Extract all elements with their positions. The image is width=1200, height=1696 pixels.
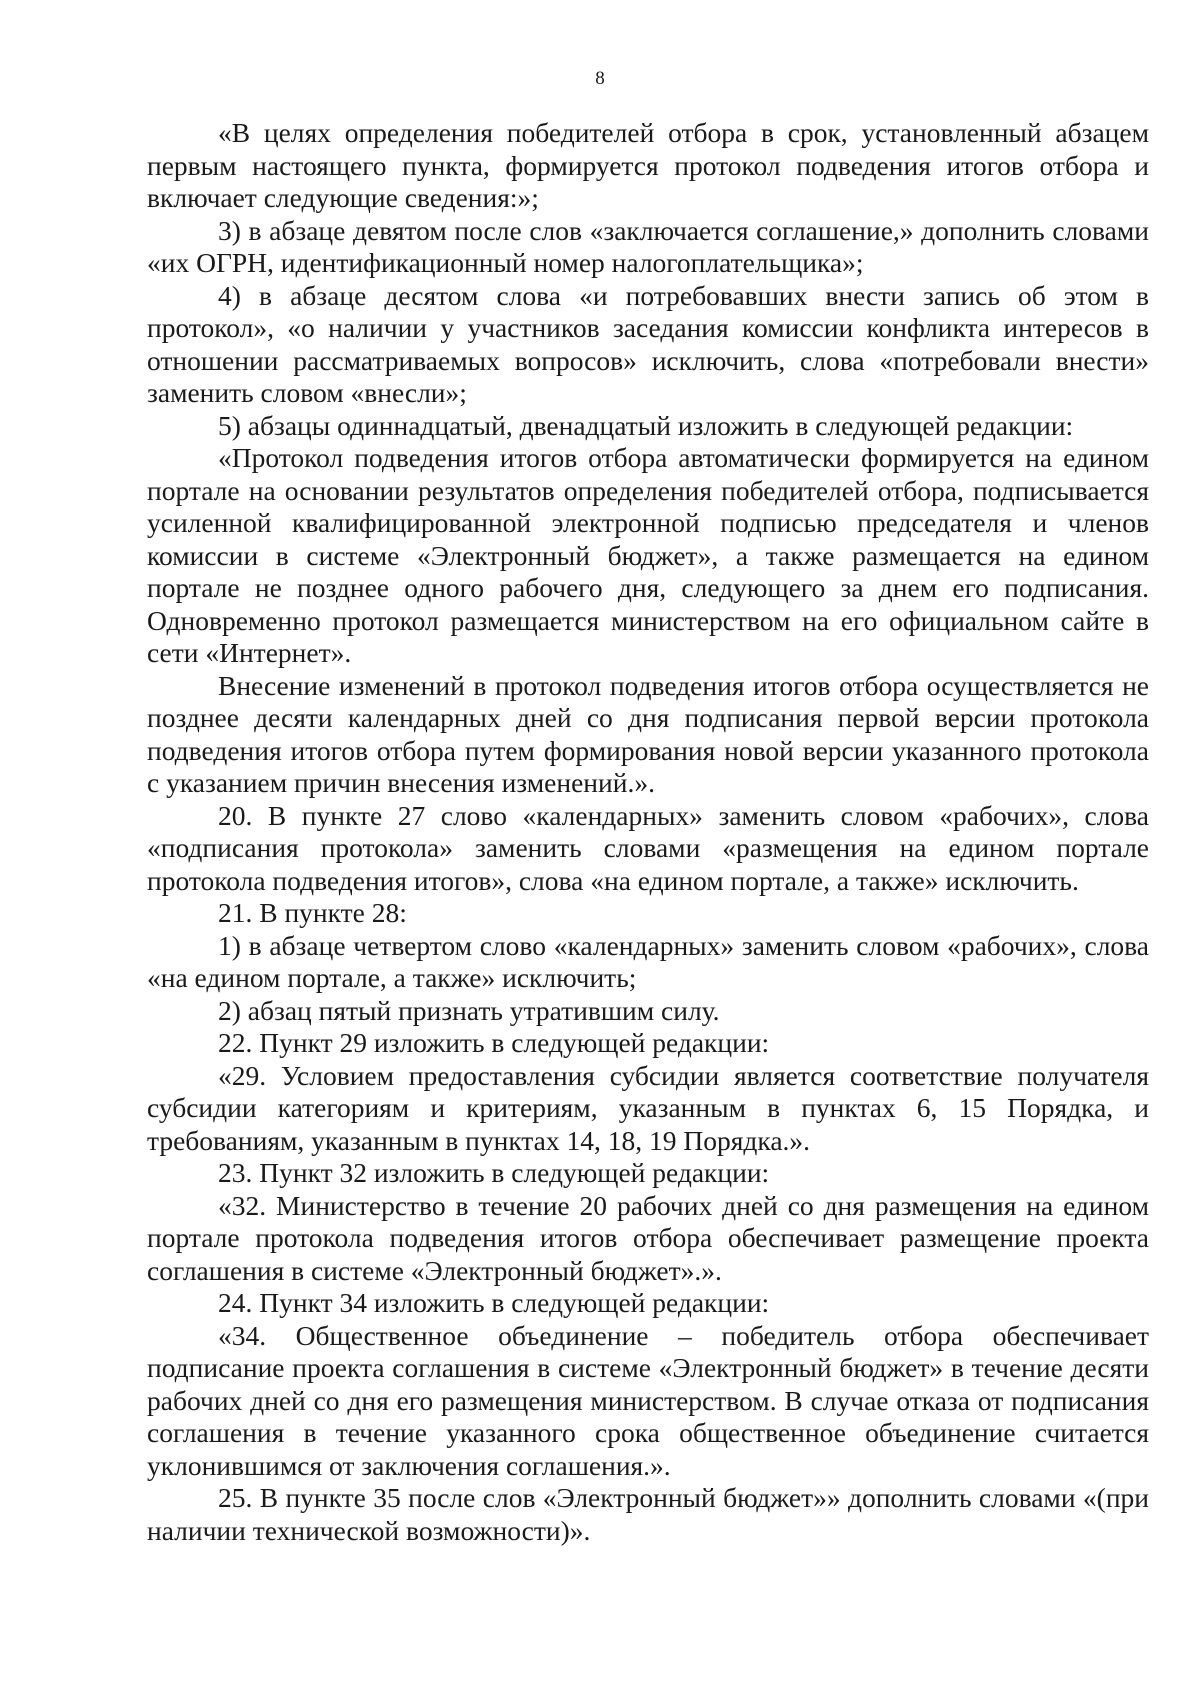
paragraph-section-25: 25. В пункте 35 после слов «Электронный бюджет»» дополнить словами «(при наличии технической возможности)». xyxy=(147,1482,1149,1546)
paragraph-section-21-item-2: 2) абзац пятый признать утратившим силу. xyxy=(218,994,720,1026)
paragraph-section-22: 22. Пункт 29 изложить в следующей редакции: xyxy=(218,1027,770,1058)
paragraph-protocol-changes: Внесение изменений в протокол подведения итогов отбора осуществляется не позднее десяти календарных дней со дня подписания первой версии протокола подведения итогов отбора путем формирования новой версии указанного протокола с указанием причин внесения изменений.». xyxy=(147,669,1149,798)
paragraph-section-20: 20. В пункте 27 слово «календарных» заменить словом «рабочих», слова «подписания протокола» заменить словами «размещения на едином портале протокола подведения итогов», слова «на едином портале, а также» исключить. xyxy=(147,799,1149,896)
paragraph-quoted-clause-34: «34. Общественное объединение – победитель отбора обеспечивает подписание проекта соглашения в системе «Электронный бюджет» в течение десяти рабочих дней со дня его размещения министерством. В случае отказа от подписания соглашения в течение указанного срока общественное объединение считается уклонившимся от заключения соглашения.». xyxy=(147,1319,1149,1481)
paragraph-quoted-protocol-intro: «В целях определения победителей отбора в срок, установленный абзацем первым настоящего пункта, формируется протокол подведения итогов отбора и включает следующие сведения:»; xyxy=(147,117,1149,213)
paragraph-item-5: 5) абзацы одиннадцатый, двенадцатый изложить в следующей редакции: xyxy=(218,409,1074,441)
paragraph-item-3: 3) в абзаце девятом после слов «заключается соглашение,» дополнить словами «их ОГРН, идентификационный номер налогоплательщика»; xyxy=(147,214,1149,278)
paragraph-item-4: 4) в абзаце десятом слова «и потребовавших внести запись об этом в протокол», «о наличии у участников заседания комиссии конфликта интересов в отношении рассматриваемых вопросов» исключить, слова «потребовали внести» заменить словом «внесли»; xyxy=(147,279,1149,408)
paragraph-quoted-clause-29: «29. Условием предоставления субсидии является соответствие получателя субсидии категориям и критериям, указанным в пунктах 6, 15 Порядка, и требованиям, указанным в пунктах 14, 18, 19 Порядка.». xyxy=(147,1059,1149,1156)
document-body xyxy=(147,117,1149,1547)
page-number: 8 xyxy=(595,68,605,89)
paragraph-section-23: 23. Пункт 32 изложить в следующей редакции: xyxy=(218,1157,770,1188)
paragraph-section-21: 21. В пункте 28: xyxy=(218,897,407,928)
paragraph-section-24: 24. Пункт 34 изложить в следующей редакции: xyxy=(218,1287,770,1318)
paragraph-quoted-clause-32: «32. Министерство в течение 20 рабочих дней со дня размещения на едином портале протокола подведения итогов отбора обеспечивает размещение проекта соглашения в системе «Электронный бюджет».». xyxy=(147,1189,1149,1286)
paragraph-section-21-item-1: 1) в абзаце четвертом слово «календарных» заменить словом «рабочих», слова «на едином портале, а также» исключить; xyxy=(147,929,1149,993)
paragraph-quoted-protocol-formation: «Протокол подведения итогов отбора автоматически формируется на едином портале на основании результатов определения победителей отбора, подписывается усиленной квалифицированной электронной подписью председателя и членов комиссии в системе «Электронный бюджет», а также размещается на едином портале не позднее одного рабочего дня, следующего за днем его подписания. Одновременно протокол размещается министерством на его официальном сайте в сети «Интернет». xyxy=(147,442,1149,668)
